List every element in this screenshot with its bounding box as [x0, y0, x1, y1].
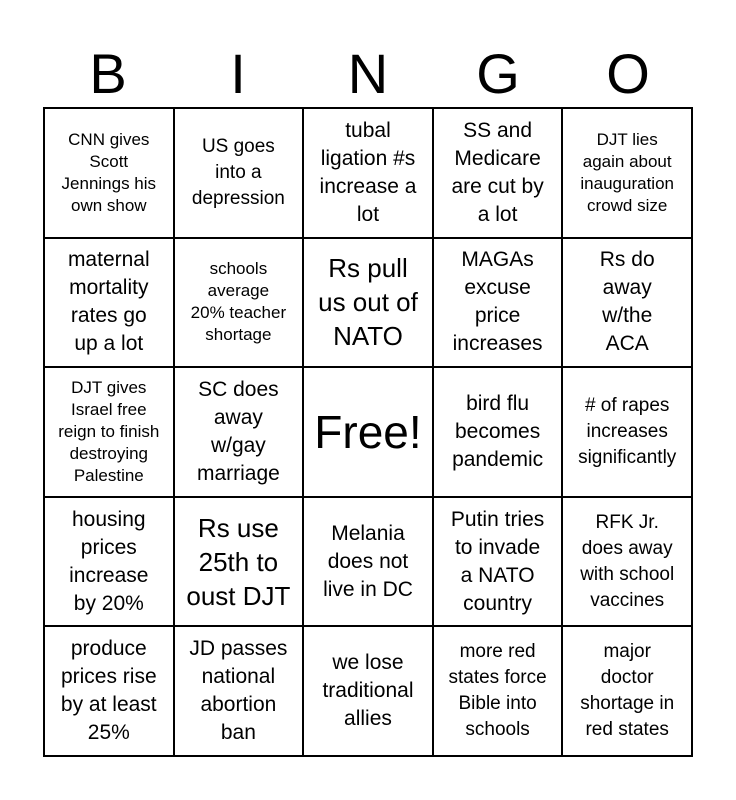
- bingo-cell-text: # of rapes increases significantly: [578, 394, 677, 468]
- header-letter-i: I: [230, 42, 246, 105]
- bingo-cell-r3-c1[interactable]: [44, 367, 174, 497]
- bingo-free-space[interactable]: [303, 367, 433, 497]
- bingo-cell-r1-c4[interactable]: [433, 108, 563, 238]
- bingo-cell-text: Rs use 25th to oust DJT: [186, 512, 291, 611]
- header-letter-b: B: [89, 42, 127, 105]
- bingo-cell-text: housing prices increase by 20%: [69, 507, 149, 615]
- bingo-cell-r4-c2[interactable]: [174, 497, 304, 627]
- bingo-cell-text: SC does away w/gay marriage: [196, 377, 280, 485]
- bingo-cell-text: JD passes national abortion ban: [189, 637, 288, 745]
- bingo-cell-r5-c3[interactable]: [303, 626, 433, 756]
- header-letter-g: G: [476, 42, 520, 105]
- bingo-cell-r5-c1[interactable]: [44, 626, 174, 756]
- bingo-cell-text: bird flu becomes pandemic: [452, 391, 544, 471]
- bingo-cell-text: produce prices rise by at least 25%: [60, 637, 157, 745]
- bingo-cell-text: we lose traditional allies: [322, 651, 414, 731]
- bingo-cell-r3-c5[interactable]: [562, 367, 692, 497]
- bingo-cell-text: MAGAs excuse price increases: [452, 248, 543, 356]
- bingo-cell-r2-c5[interactable]: [562, 238, 692, 368]
- bingo-cell-text: RFK Jr. does away with school vaccines: [580, 511, 675, 611]
- bingo-cell-text: major doctor shortage in red states: [580, 641, 675, 741]
- header-letter-o: O: [606, 42, 650, 105]
- bingo-cell-text: CNN gives Scott Jennings his own show: [61, 129, 157, 215]
- bingo-cell-r1-c2[interactable]: [174, 108, 304, 238]
- bingo-cell-text: maternal mortality rates go up a lot: [67, 248, 150, 356]
- bingo-cell-r2-c2[interactable]: [174, 238, 304, 368]
- bingo-cell-text: Rs pull us out of NATO: [318, 253, 418, 352]
- bingo-cell-r3-c4[interactable]: [433, 367, 563, 497]
- bingo-cell-text: Putin tries to invade a NATO country: [450, 507, 545, 615]
- bingo-header: [43, 40, 693, 108]
- free-space-label: Free!: [314, 405, 422, 458]
- bingo-cell-r1-c3[interactable]: [303, 108, 433, 238]
- bingo-cell-text: DJT lies again about inauguration crowd size: [580, 129, 674, 215]
- header-letter-n: N: [347, 42, 389, 105]
- bingo-cell-r1-c5[interactable]: [562, 108, 692, 238]
- bingo-cell-r5-c2[interactable]: [174, 626, 304, 756]
- bingo-cell-r5-c4[interactable]: [433, 626, 563, 756]
- bingo-cell-text: US goes into a depression: [191, 135, 285, 209]
- bingo-cell-r1-c1[interactable]: [44, 108, 174, 238]
- bingo-cell-text: more red states force Bible into schools: [448, 641, 547, 741]
- bingo-board: [43, 107, 693, 757]
- bingo-cell-text: tubal ligation #s increase a lot: [319, 118, 417, 226]
- bingo-cell-r4-c4[interactable]: [433, 497, 563, 627]
- bingo-cell-r5-c5[interactable]: [562, 626, 692, 756]
- bingo-cell-text: schools average 20% teacher shortage: [190, 259, 287, 345]
- bingo-cell-r4-c5[interactable]: [562, 497, 692, 627]
- bingo-cell-r4-c3[interactable]: [303, 497, 433, 627]
- bingo-cell-r2-c1[interactable]: [44, 238, 174, 368]
- bingo-cell-text: DJT gives Israel free reign to finish destroying Palestine: [58, 377, 160, 485]
- bingo-cell-text: Rs do away w/the ACA: [599, 248, 655, 356]
- bingo-cell-r2-c3[interactable]: [303, 238, 433, 368]
- bingo-cell-text: Melania does not live in DC: [323, 521, 413, 601]
- bingo-cell-r3-c2[interactable]: [174, 367, 304, 497]
- bingo-cell-text: SS and Medicare are cut by a lot: [451, 118, 544, 226]
- bingo-cell-r4-c1[interactable]: [44, 497, 174, 627]
- bingo-cell-r2-c4[interactable]: [433, 238, 563, 368]
